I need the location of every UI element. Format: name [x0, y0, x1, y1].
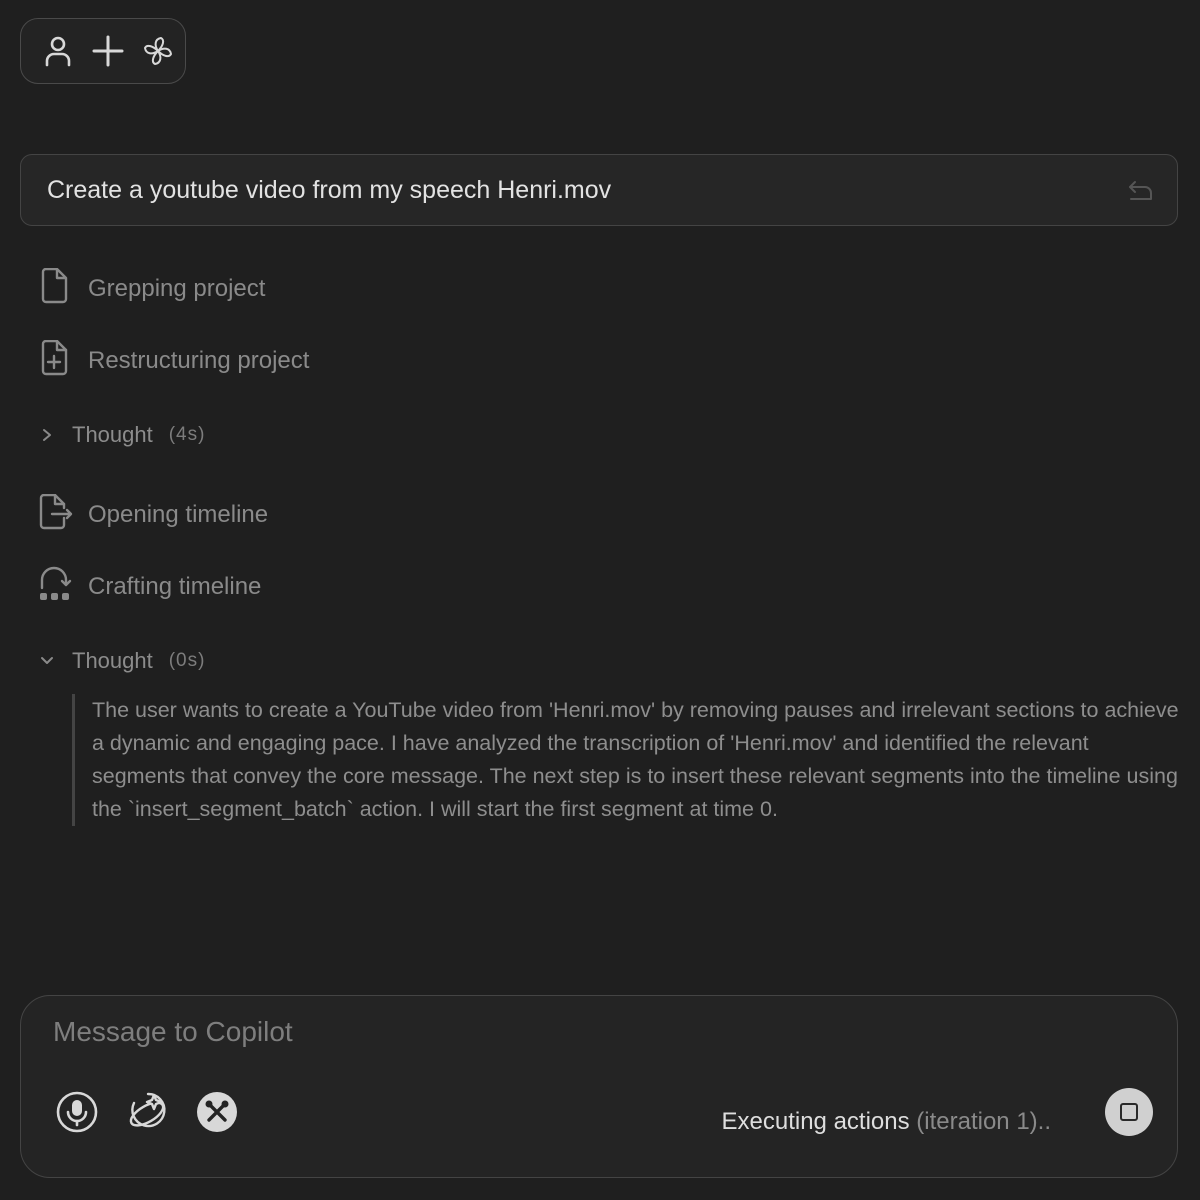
- message-input[interactable]: Message to Copilot: [53, 1016, 293, 1047]
- thought-duration: (4s): [168, 424, 206, 445]
- top-toolbar: [20, 18, 186, 84]
- status-main: Executing actions: [721, 1108, 910, 1135]
- user-icon[interactable]: [39, 32, 77, 70]
- step-crafting-timeline: [38, 566, 261, 607]
- step-restructuring-project: [38, 340, 309, 381]
- plus-icon[interactable]: [89, 32, 127, 70]
- prompt-text: Create a youtube video from my speech Henri.mov: [47, 175, 612, 204]
- thought-label: Thought: [72, 648, 153, 673]
- thought-body: The user wants to create a YouTube video from 'Henri.mov' by removing pauses and irrelevant sections to achieve a dynamic and engaging pace. I have analyzed the transcription of 'Henri.mov' and identified the relevant segments that convey the core message. The next step is to insert these relevant segments into the timeline using the `insert_segment_batch` action. I will start the first segment at time 0.: [72, 694, 1182, 826]
- step-label: Grepping project: [88, 274, 266, 302]
- file-icon: [38, 268, 70, 309]
- thought-label: Thought: [72, 422, 153, 447]
- microphone-icon[interactable]: [55, 1090, 99, 1134]
- file-export-icon: [38, 494, 74, 535]
- step-opening-timeline: [38, 494, 268, 535]
- stop-icon: [1120, 1103, 1138, 1121]
- return-icon[interactable]: [1127, 179, 1155, 208]
- chevron-right-icon[interactable]: [38, 427, 56, 443]
- status-text: [722, 1108, 1052, 1136]
- thought-collapsed[interactable]: [38, 422, 205, 448]
- tools-icon[interactable]: [195, 1090, 239, 1134]
- chevron-down-icon[interactable]: [38, 655, 56, 667]
- step-grepping-project: [38, 268, 265, 309]
- user-prompt: [20, 154, 1178, 226]
- message-composer: [20, 995, 1178, 1178]
- sparkle-orbit-icon[interactable]: [125, 1090, 169, 1134]
- status-iteration: (iteration 1)..: [909, 1108, 1051, 1135]
- pinwheel-icon[interactable]: [139, 32, 177, 70]
- step-label: Crafting timeline: [88, 572, 262, 600]
- step-label: Restructuring project: [88, 346, 310, 374]
- step-label: Opening timeline: [88, 500, 269, 528]
- stop-button[interactable]: [1105, 1088, 1153, 1136]
- thought-expanded[interactable]: [38, 648, 205, 674]
- file-plus-icon: [38, 340, 70, 381]
- timeline-refresh-icon: [38, 566, 72, 607]
- thought-duration: (0s): [168, 650, 206, 671]
